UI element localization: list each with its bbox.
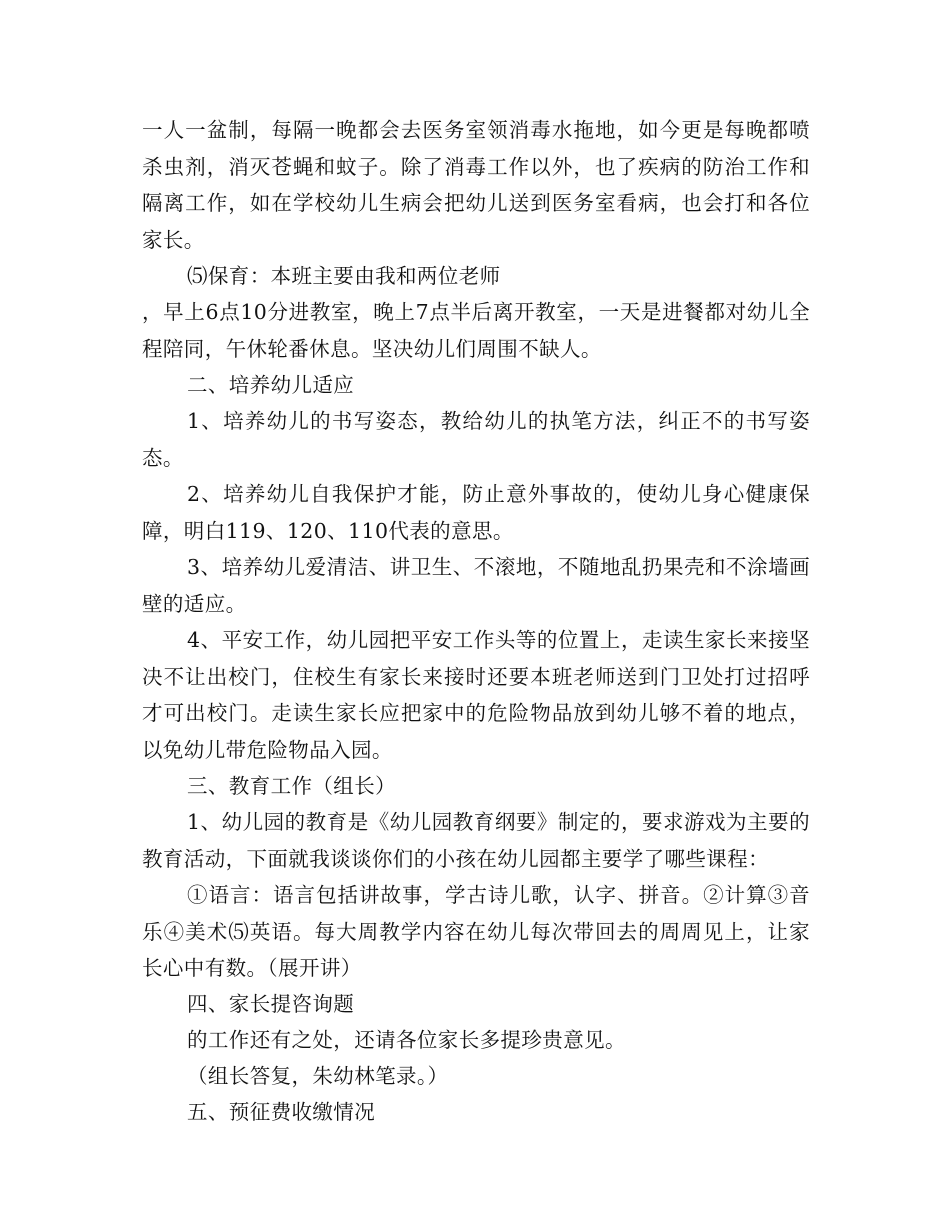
paragraph-habit-safety: 2、培养幼儿自我保护才能，防止意外事故的，使幼儿身心健康保障，明白119、120、110代表的意思。 xyxy=(142,482,810,543)
paragraph-recorder-note: （组长答复，朱幼林笔录。） xyxy=(187,1064,449,1088)
paragraph-habit-writing: 1、培养幼儿的书写姿态，教给幼儿的执笔方法，纠正不的书写姿态。 xyxy=(142,409,810,470)
section-heading-education: 三、教育工作（组长） xyxy=(187,774,396,798)
paragraph-safety-work: 4、平安工作，幼儿园把平安工作头等的位置上，走读生家长来接坚决不让出校门，住校生有家长来接时还要本班老师送到门卫处打过招呼才可出校门。走读生家长应把家中的危险物品放到幼儿够不着的地点，以免幼儿带危险物品入园。 xyxy=(142,628,810,762)
paragraph-care-schedule: ，早上6点10分进教室，晚上7点半后离开教室，一天是进餐都对幼儿全程陪同，午休轮番休息。坚决幼儿们周围不缺人。 xyxy=(142,300,810,361)
paragraph-parent-feedback: 的工作还有之处，还请各位家长多提珍贵意见。 xyxy=(187,1028,626,1052)
section-heading-habits: 二、培养幼儿适应 xyxy=(187,373,355,397)
section-heading-parent-questions: 四、家长提咨询题 xyxy=(187,992,355,1016)
paragraph-care-heading: ⑸保育：本班主要由我和两位老师 xyxy=(187,264,501,288)
section-heading-fees: 五、预征费收缴情况 xyxy=(187,1100,376,1124)
paragraph-disinfection: 一人一盆制，每隔一晚都会去医务室领消毒水拖地，如今更是每晚都喷杀虫剂，消灭苍蝇和蚊子。除了消毒工作以外，也了疾病的防治工作和隔离工作，如在学校幼儿生病会把幼儿送到医务室看病，也会打和各位家长。 xyxy=(142,118,810,252)
paragraph-habit-hygiene: 3、培养幼儿爱清洁、讲卫生、不滚地，不随地乱扔果壳和不涂墙画壁的适应。 xyxy=(142,555,810,616)
paragraph-courses: ①语言：语言包括讲故事，学古诗儿歌，认字、拼音。②计算③音乐④美术⑸英语。每大周教学内容在幼儿每次带回去的周周见上，让家长心中有数。（展开讲） xyxy=(142,883,810,980)
paragraph-education-outline: 1、幼儿园的教育是《幼儿园教育纲要》制定的，要求游戏为主要的教育活动，下面就我谈谈你们的小孩在幼儿园都主要学了哪些课程： xyxy=(142,810,810,871)
